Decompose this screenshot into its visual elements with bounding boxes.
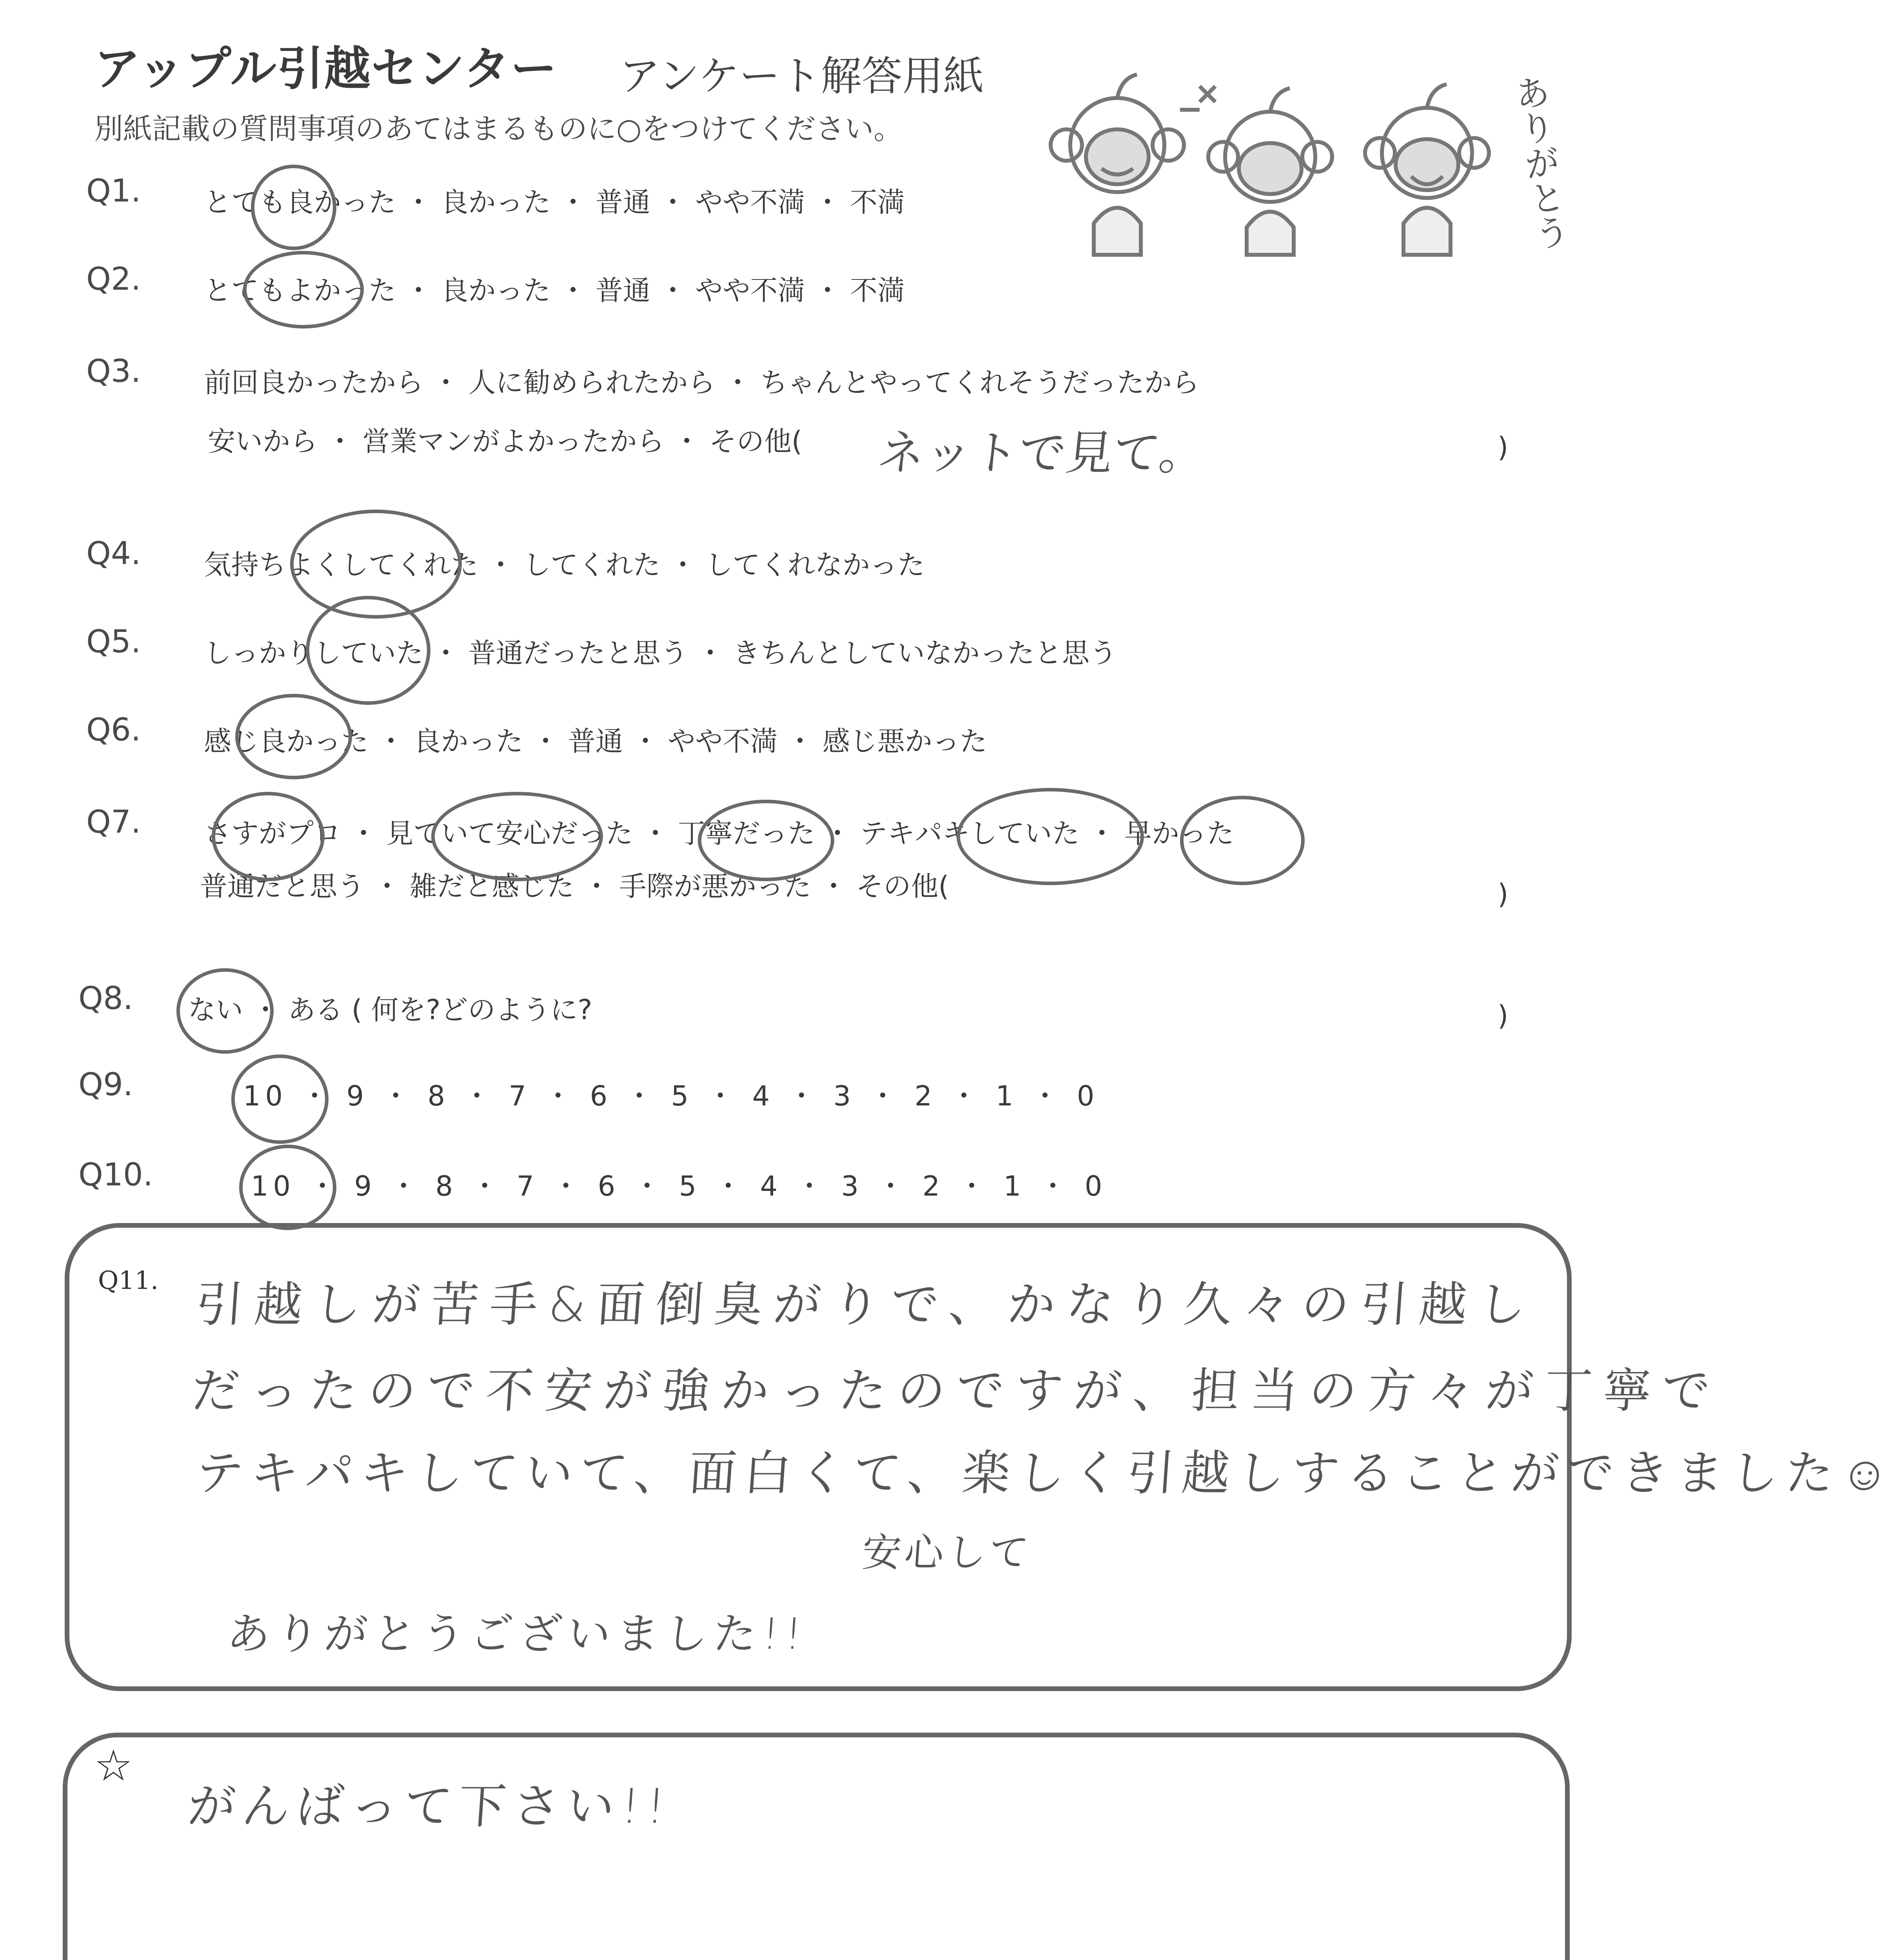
monkey-mascots-illustration — [1051, 59, 1560, 263]
rating-scale: 10 ・ 9 ・ 8 ・ 7 ・ 6 ・ 5 ・ 4 ・ 3 ・ 2 ・ 1 ・ 0 — [251, 1170, 1107, 1202]
question-options: しっかりしていた ・ 普通だったと思う ・ きちんとしていなかったと思う — [204, 637, 1117, 669]
answer-circle — [251, 165, 336, 250]
rating-scale: 10 ・ 9 ・ 8 ・ 7 ・ 6 ・ 5 ・ 4 ・ 3 ・ 2 ・ 1 ・ 0 — [243, 1080, 1099, 1112]
q11-comment-line: 引越しが苦手&面倒臭がりで、かなり久々の引越し — [194, 1277, 1539, 1332]
question-number: Q8. — [78, 980, 133, 1016]
answer-circle — [239, 1145, 336, 1230]
star-icon: ☆ — [94, 1740, 133, 1791]
handwritten-answer: ネットで見て。 — [875, 426, 1209, 481]
question-options: とても良かった ・ 良かった ・ 普通 ・ やや不満 ・ 不満 — [204, 186, 905, 218]
answer-circle — [698, 800, 834, 881]
question-options: 感じ良かった ・ 良かった ・ 普通 ・ やや不満 ・ 感じ悪かった — [204, 725, 988, 757]
question-number: Q1. — [86, 172, 141, 209]
form-subtitle: アンケート解答用紙 — [619, 52, 984, 100]
paren-close: ) — [1498, 878, 1509, 910]
q11-label: Q11. — [98, 1266, 159, 1295]
q11-comment-line: ありがとうございました!! — [225, 1609, 810, 1659]
question-options: ない ・ ある ( 何を?どのように? — [188, 994, 592, 1026]
question-options: 気持ちよくしてくれた ・ してくれた ・ してくれなかった — [204, 549, 925, 581]
mascot-thanks-text: ありがとう — [1506, 72, 1572, 253]
question-options-line2: 普通だと思う ・ 雑だと感じた ・ 手際が悪かった ・ その他( — [200, 870, 949, 902]
question-options-line2: 安いから ・ 営業マンがよかったから ・ その他( — [208, 425, 802, 457]
answer-circle — [957, 788, 1144, 885]
question-options: さすがプロ ・ 見ていて安心だった ・ 丁寧だった ・ テキパキしていた ・ 早かった — [204, 817, 1235, 849]
question-number: Q3. — [86, 353, 141, 389]
star-comment-box — [63, 1733, 1570, 1960]
answer-circle — [212, 792, 325, 881]
q11-inserted-text: 安心して — [861, 1530, 1033, 1575]
question-number: Q9. — [78, 1066, 133, 1103]
answer-circle — [431, 792, 603, 881]
question-options: とてもよかった ・ 良かった ・ 普通 ・ やや不満 ・ 不満 — [204, 274, 905, 307]
paren-close: ) — [1498, 431, 1509, 463]
question-number: Q2. — [86, 261, 141, 297]
answer-circle — [231, 1054, 329, 1144]
form-title: アップル引越センター — [94, 42, 558, 96]
answer-circle — [235, 694, 352, 779]
paren-close: ) — [1498, 1000, 1509, 1032]
question-number: Q5. — [86, 623, 141, 660]
star-comment-text: がんばって下さい!! — [186, 1779, 674, 1834]
answer-circle — [243, 251, 364, 328]
question-number: Q4. — [86, 535, 141, 572]
answer-circle — [306, 596, 430, 705]
instruction-text: 別紙記載の質問事項のあてはまるものに○をつけてください。 — [94, 112, 903, 146]
question-options: 前回良かったから ・ 人に勧められたから ・ ちゃんとやってくれそうだったから — [204, 367, 1200, 399]
answer-circle — [176, 968, 274, 1054]
q11-comment-line: テキパキしていて、面白くて、楽しく引越しすることができました☺ — [194, 1445, 1898, 1501]
question-number: Q10. — [78, 1156, 153, 1193]
question-number: Q7. — [86, 804, 141, 840]
answer-circle — [1180, 796, 1305, 885]
q11-comment-line: だったので不安が強かったのですが、担当の方々が丁寧で — [190, 1363, 1723, 1419]
question-number: Q6. — [86, 711, 141, 748]
